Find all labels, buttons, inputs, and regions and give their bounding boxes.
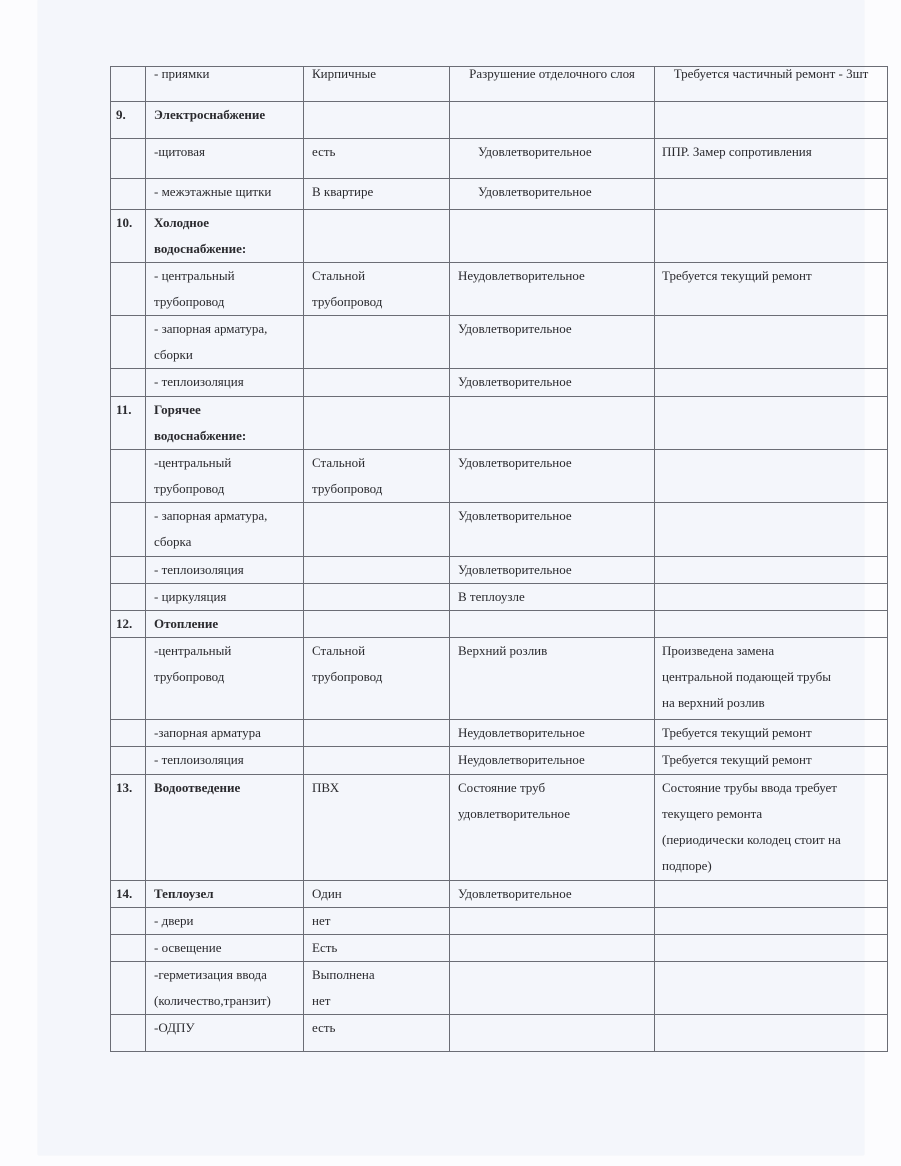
note: [655, 1015, 888, 1052]
element-name: - теплоизоляция: [146, 369, 304, 397]
row-number: 10.: [111, 210, 146, 263]
state: Удовлетворительное: [450, 881, 655, 908]
element-name: - запорная арматура, сборка: [146, 503, 304, 557]
table-row: [111, 139, 888, 179]
row-number: [111, 747, 146, 775]
row-number: [111, 1015, 146, 1052]
table-row: [111, 557, 888, 584]
table-row: [111, 962, 888, 1015]
state: Удовлетворительное: [450, 450, 655, 503]
row-number: [111, 557, 146, 584]
table-row: [111, 935, 888, 962]
note: [655, 450, 888, 503]
state: [450, 962, 655, 1015]
material: [304, 557, 450, 584]
section-title: Холодное водоснабжение:: [146, 210, 304, 263]
material: [304, 720, 450, 747]
note: [655, 557, 888, 584]
row-number: [111, 962, 146, 1015]
note: Требуется частичный ремонт - 3шт: [655, 67, 888, 102]
element-name: - циркуляция: [146, 584, 304, 611]
row-number: [111, 139, 146, 179]
section-title: Теплоузел: [146, 881, 304, 908]
note: [655, 935, 888, 962]
row-number: [111, 503, 146, 557]
note: Требуется текущий ремонт: [655, 747, 888, 775]
row-number: 13.: [111, 775, 146, 881]
element-name: -щитовая: [146, 139, 304, 179]
state: Удовлетворительное: [450, 179, 655, 210]
state: Удовлетворительное: [450, 503, 655, 557]
material: ПВХ: [304, 775, 450, 881]
state: [450, 1015, 655, 1052]
state: Разрушение отделочного слоя: [450, 67, 655, 102]
state: Удовлетворительное: [450, 316, 655, 369]
note: [655, 369, 888, 397]
material: [304, 397, 450, 450]
material: [304, 102, 450, 139]
material: [304, 316, 450, 369]
element-name: -центральный трубопровод: [146, 638, 304, 720]
section-title: Отопление: [146, 611, 304, 638]
state: Удовлетворительное: [450, 139, 655, 179]
table-row-section: [111, 881, 888, 908]
table-row: [111, 908, 888, 935]
inspection-table: [110, 66, 888, 1052]
table-row: [111, 67, 888, 102]
state: Состояние труб удовлетворительное: [450, 775, 655, 881]
element-name: - двери: [146, 908, 304, 935]
note: [655, 397, 888, 450]
material: [304, 210, 450, 263]
table-row-section: [111, 210, 888, 263]
note: [655, 179, 888, 210]
row-number: 14.: [111, 881, 146, 908]
table-row: [111, 720, 888, 747]
note: Произведена замена центральной подающей трубы на верхний розлив: [655, 638, 888, 720]
note: [655, 102, 888, 139]
material: Кирпичные: [304, 67, 450, 102]
note: [655, 881, 888, 908]
material: есть: [304, 139, 450, 179]
state: [450, 935, 655, 962]
table-row: [111, 369, 888, 397]
table-row: [111, 638, 888, 720]
row-number: [111, 450, 146, 503]
state: В теплоузле: [450, 584, 655, 611]
note: [655, 503, 888, 557]
state: [450, 908, 655, 935]
table-row: [111, 747, 888, 775]
table-row-section: [111, 775, 888, 881]
table-row: [111, 450, 888, 503]
material: [304, 369, 450, 397]
row-number: [111, 179, 146, 210]
state: Удовлетворительное: [450, 369, 655, 397]
material: [304, 503, 450, 557]
row-number: [111, 935, 146, 962]
element-name: - межэтажные щитки: [146, 179, 304, 210]
note: [655, 210, 888, 263]
table-row: [111, 179, 888, 210]
material: [304, 747, 450, 775]
note: [655, 611, 888, 638]
material: нет: [304, 908, 450, 935]
state: Неудовлетворительное: [450, 747, 655, 775]
note: [655, 962, 888, 1015]
note: ППР. Замер сопротивления: [655, 139, 888, 179]
state: Удовлетворительное: [450, 557, 655, 584]
element-name: - освещение: [146, 935, 304, 962]
element-name: - запорная арматура, сборки: [146, 316, 304, 369]
note: Требуется текущий ремонт: [655, 263, 888, 316]
element-name: -герметизация ввода (количество,транзит): [146, 962, 304, 1015]
material: Стальной трубопровод: [304, 638, 450, 720]
table-row: [111, 503, 888, 557]
table-row: [111, 584, 888, 611]
state: [450, 611, 655, 638]
row-number: 11.: [111, 397, 146, 450]
material: Выполнена нет: [304, 962, 450, 1015]
row-number: [111, 638, 146, 720]
element-name: - центральный трубопровод: [146, 263, 304, 316]
element-name: -ОДПУ: [146, 1015, 304, 1052]
table-row: [111, 1015, 888, 1052]
material: Стальной трубопровод: [304, 450, 450, 503]
material: [304, 611, 450, 638]
section-title: Водоотведение: [146, 775, 304, 881]
material: [304, 584, 450, 611]
document-page: [38, 0, 869, 1155]
table-row-section: [111, 102, 888, 139]
note: [655, 908, 888, 935]
element-name: - теплоизоляция: [146, 747, 304, 775]
element-name: -запорная арматура: [146, 720, 304, 747]
state: [450, 397, 655, 450]
material: Стальной трубопровод: [304, 263, 450, 316]
material: Один: [304, 881, 450, 908]
note: [655, 584, 888, 611]
table-row-section: [111, 611, 888, 638]
row-number: 9.: [111, 102, 146, 139]
material: Есть: [304, 935, 450, 962]
section-title: Горячее водоснабжение:: [146, 397, 304, 450]
note: [655, 316, 888, 369]
row-number: [111, 369, 146, 397]
material: есть: [304, 1015, 450, 1052]
table-row-section: [111, 397, 888, 450]
section-title: Электроснабжение: [146, 102, 304, 139]
note: Состояние трубы ввода требует текущего ремонта (периодически колодец стоит на подпоре): [655, 775, 888, 881]
row-number: [111, 316, 146, 369]
state: Неудовлетворительное: [450, 263, 655, 316]
note: Требуется текущий ремонт: [655, 720, 888, 747]
element-name: -центральный трубопровод: [146, 450, 304, 503]
row-number: [111, 720, 146, 747]
row-number: [111, 584, 146, 611]
row-number: [111, 908, 146, 935]
row-number: [111, 263, 146, 316]
state: [450, 102, 655, 139]
row-number: [111, 67, 146, 102]
element-name: - теплоизоляция: [146, 557, 304, 584]
material: В квартире: [304, 179, 450, 210]
state: [450, 210, 655, 263]
row-number: 12.: [111, 611, 146, 638]
table-row: [111, 316, 888, 369]
table-row: [111, 263, 888, 316]
state: Верхний розлив: [450, 638, 655, 720]
element-name: - приямки: [146, 67, 304, 102]
state: Неудовлетворительное: [450, 720, 655, 747]
